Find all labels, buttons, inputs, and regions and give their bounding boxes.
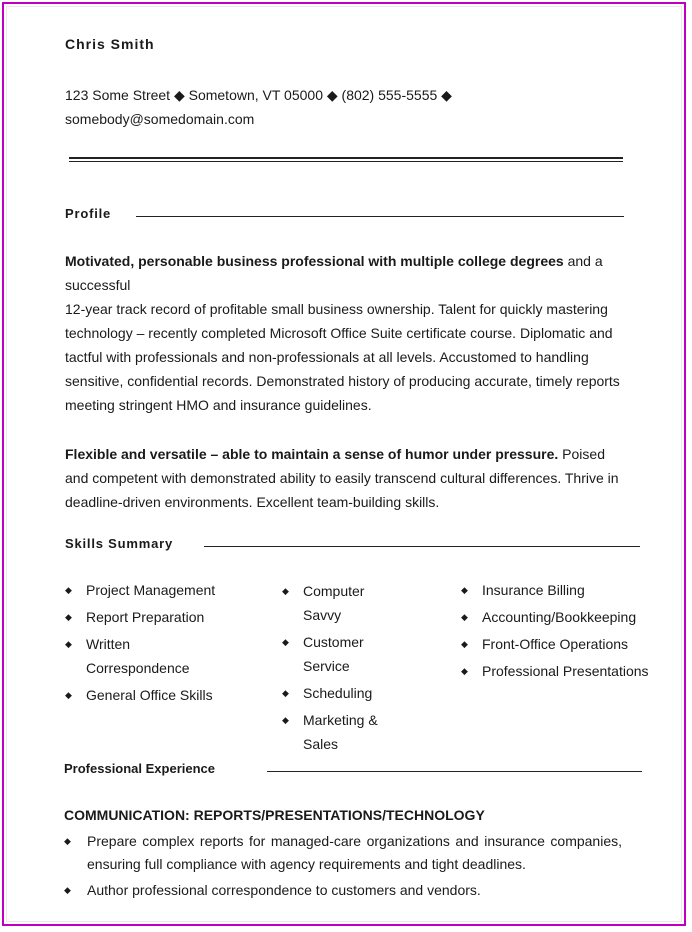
contact-info <box>65 83 625 131</box>
profile-p1-text-c: 12-year track record of profitable small business ownership. Talent for quickly mastering technology – recently completed Microsoft Office Suite certificate course. Diplomatic and tactful with professionals and non-professionals at all levels. Accustomed to handling sensitive, confidential records. Demonstrated history of producing accurate, timely reports meeting stringent HMO and insurance guidelines. <box>65 301 620 413</box>
resume-name: Chris Smith <box>65 36 155 52</box>
experience-title: Professional Experience <box>64 761 216 776</box>
profile-p1-text-a: and a <box>563 253 603 269</box>
diamond-bullet-icon: ◆ <box>65 585 72 595</box>
profile-title: Profile <box>65 206 112 221</box>
skill-item: ◆ Front-Office Operations <box>461 632 676 656</box>
skill-item: ◆ Written Correspondence <box>65 632 201 680</box>
diamond-bullet-icon: ◆ <box>64 885 71 895</box>
profile-paragraph-1 <box>65 249 625 417</box>
header-double-rule <box>69 157 623 162</box>
profile-paragraph-2 <box>65 442 625 514</box>
diamond-bullet-icon: ◆ <box>461 666 468 676</box>
profile-p1-bold: Motivated, personable business professional with multiple college degrees <box>65 253 564 269</box>
skills-column-1 <box>65 578 265 710</box>
skill-item: ◆ Report Preparation <box>65 605 265 629</box>
skills-title: Skills Summary <box>65 536 174 551</box>
diamond-bullet-icon: ◆ <box>461 639 468 649</box>
diamond-bullet-icon: ◆ <box>461 585 468 595</box>
skills-rule <box>204 546 640 547</box>
skills-column-3 <box>461 578 676 686</box>
diamond-bullet-icon: ◆ <box>282 637 289 647</box>
profile-p1-text-b: successful <box>65 277 131 293</box>
diamond-bullet-icon: ◆ <box>65 612 72 622</box>
email: somebody@somedomain.com <box>65 111 255 127</box>
profile-p2-bold: Flexible and versatile – able to maintain a sense of humor under pressure. <box>65 446 559 462</box>
experience-list <box>64 830 622 905</box>
experience-item: ◆ Author professional correspondence to customers and vendors. <box>64 879 622 902</box>
skills-column-2 <box>282 579 402 759</box>
skill-item: ◆ Computer Savvy <box>282 579 402 627</box>
profile-rule <box>136 216 624 217</box>
experience-heading: COMMUNICATION: REPORTS/PRESENTATIONS/TECHNOLOGY <box>64 807 485 823</box>
diamond-bullet-icon: ◆ <box>282 688 289 698</box>
skill-item: ◆ Professional Presentations <box>461 659 676 683</box>
diamond-bullet-icon: ◆ <box>461 612 468 622</box>
skill-item: ◆ Accounting/Bookkeeping <box>461 605 676 629</box>
address-line: 123 Some Street ◆ Sometown, VT 05000 ◆ (802) 555-5555 ◆ <box>65 87 452 103</box>
skill-item: ◆ General Office Skills <box>65 683 265 707</box>
skill-item: ◆ Scheduling <box>282 681 402 705</box>
experience-item: ◆ Prepare complex reports for managed-care organizations and insurance companies, ensuring full compliance with agency requirements and tight deadlines. <box>64 830 622 876</box>
skill-item: ◆ Marketing & Sales <box>282 708 402 756</box>
diamond-bullet-icon: ◆ <box>282 715 289 725</box>
diamond-bullet-icon: ◆ <box>64 836 71 846</box>
skill-item: ◆ Customer Service <box>282 630 402 678</box>
diamond-bullet-icon: ◆ <box>65 639 72 649</box>
diamond-bullet-icon: ◆ <box>282 586 289 596</box>
profile-p2-text: Poised and competent with demonstrated ability to easily transcend cultural differences. Thrive in deadline-driven environments. Excellent team-building skills. <box>65 446 619 510</box>
experience-rule <box>267 771 642 772</box>
diamond-bullet-icon: ◆ <box>65 690 72 700</box>
skill-item: ◆ Insurance Billing <box>461 578 676 602</box>
skill-item: ◆ Project Management <box>65 578 265 602</box>
